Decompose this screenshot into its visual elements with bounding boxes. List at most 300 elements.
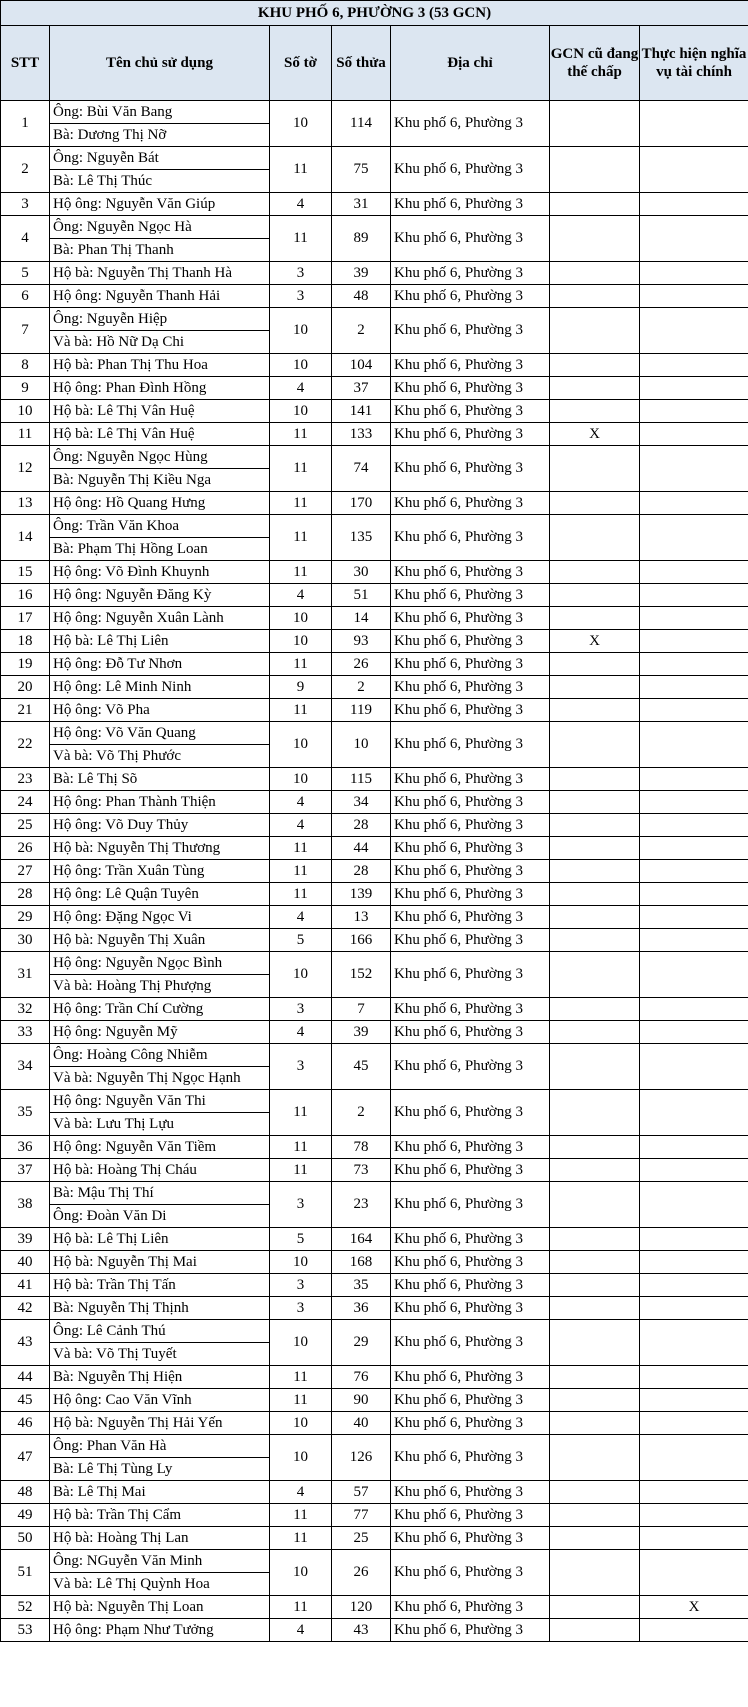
cell-address: Khu phố 6, Phường 3 [391, 262, 550, 285]
table-row [1, 1021, 748, 1044]
cell-parcel: 31 [332, 193, 391, 216]
cell-sheet: 4 [270, 814, 332, 837]
cell-address: Khu phố 6, Phường 3 [391, 1274, 550, 1297]
cell-address: Khu phố 6, Phường 3 [391, 101, 550, 147]
cell-finance [640, 1251, 748, 1274]
cell-owner [50, 630, 270, 653]
cell-parcel: 2 [332, 676, 391, 699]
table-body [1, 101, 748, 1642]
cell-address: Khu phố 6, Phường 3 [391, 1389, 550, 1412]
table-row [1, 193, 748, 216]
cell-address: Khu phố 6, Phường 3 [391, 1596, 550, 1619]
cell-address: Khu phố 6, Phường 3 [391, 814, 550, 837]
owner-name: Và bà: Lưu Thị Lựu [50, 1112, 269, 1135]
owner-name: Ông: Lê Cảnh Thú [53, 1323, 166, 1339]
cell-owner [50, 308, 270, 354]
cell-stt: 37 [1, 1159, 50, 1182]
cell-finance [640, 492, 748, 515]
cell-sheet: 3 [270, 998, 332, 1021]
cell-finance [640, 285, 748, 308]
cell-mortgage [550, 147, 640, 193]
cell-finance [640, 860, 748, 883]
cell-parcel: 75 [332, 147, 391, 193]
table-row [1, 883, 748, 906]
owner-name: Ông: Bùi Văn Bang [53, 104, 173, 120]
cell-mortgage [550, 1619, 640, 1642]
cell-owner [50, 1159, 270, 1182]
cell-parcel: 48 [332, 285, 391, 308]
cell-parcel: 23 [332, 1182, 391, 1228]
cell-address: Khu phố 6, Phường 3 [391, 1297, 550, 1320]
cell-finance [640, 193, 748, 216]
cell-parcel: 133 [332, 423, 391, 446]
cell-stt: 33 [1, 1021, 50, 1044]
cell-sheet: 3 [270, 1044, 332, 1090]
cell-address: Khu phố 6, Phường 3 [391, 1619, 550, 1642]
cell-stt: 48 [1, 1481, 50, 1504]
cell-parcel: 168 [332, 1251, 391, 1274]
table-row [1, 1619, 748, 1642]
cell-owner [50, 423, 270, 446]
cell-finance [640, 1159, 748, 1182]
cell-owner [50, 722, 270, 768]
cell-address: Khu phố 6, Phường 3 [391, 377, 550, 400]
cell-finance [640, 1136, 748, 1159]
cell-parcel: 36 [332, 1297, 391, 1320]
cell-stt: 30 [1, 929, 50, 952]
cell-address: Khu phố 6, Phường 3 [391, 699, 550, 722]
owner-name: Hộ bà: Nguyễn Thị Mai [53, 1254, 197, 1270]
cell-finance [640, 952, 748, 998]
cell-mortgage [550, 561, 640, 584]
cell-parcel: 37 [332, 377, 391, 400]
table-row [1, 1274, 748, 1297]
cell-address: Khu phố 6, Phường 3 [391, 1044, 550, 1090]
cell-mortgage [550, 1550, 640, 1596]
cell-stt: 5 [1, 262, 50, 285]
cell-parcel: 114 [332, 101, 391, 147]
cell-address: Khu phố 6, Phường 3 [391, 630, 550, 653]
cell-owner [50, 1297, 270, 1320]
header-stt: STT [1, 26, 50, 101]
cell-mortgage [550, 1136, 640, 1159]
cell-finance [640, 653, 748, 676]
cell-mortgage [550, 1274, 640, 1297]
cell-sheet: 4 [270, 1481, 332, 1504]
owner-name: Hộ ông: Võ Pha [53, 702, 150, 718]
cell-mortgage [550, 1251, 640, 1274]
cell-parcel: 39 [332, 1021, 391, 1044]
table-row [1, 584, 748, 607]
cell-stt: 39 [1, 1228, 50, 1251]
header-parcel: Số thửa [332, 26, 391, 101]
owner-name: Ông: Nguyễn Ngọc Hà [53, 219, 192, 235]
cell-parcel: 104 [332, 354, 391, 377]
cell-finance [640, 1297, 748, 1320]
cell-finance [640, 1435, 748, 1481]
cell-finance [640, 607, 748, 630]
owner-name: Hộ bà: Lê Thị Liên [53, 633, 169, 649]
cell-finance [640, 216, 748, 262]
cell-sheet: 11 [270, 423, 332, 446]
owner-name: Ông: Hoàng Công Nhiễm [53, 1047, 208, 1063]
owner-name: Hộ ông: Đặng Ngọc Vi [53, 909, 192, 925]
cell-mortgage [550, 768, 640, 791]
cell-owner [50, 1527, 270, 1550]
header-owner: Tên chủ sử dụng [50, 26, 270, 101]
cell-owner [50, 1044, 270, 1090]
owner-name: Bà: Dương Thị Nỡ [50, 123, 269, 146]
cell-stt: 2 [1, 147, 50, 193]
cell-address: Khu phố 6, Phường 3 [391, 285, 550, 308]
owner-name: Ông: Nguyễn Hiệp [53, 311, 168, 327]
owner-name: Và bà: Hồ Nữ Dạ Chi [50, 330, 269, 353]
cell-mortgage [550, 515, 640, 561]
cell-stt: 10 [1, 400, 50, 423]
cell-stt: 49 [1, 1504, 50, 1527]
cell-sheet: 10 [270, 630, 332, 653]
cell-mortgage [550, 1412, 640, 1435]
cell-finance [640, 1412, 748, 1435]
cell-stt: 23 [1, 768, 50, 791]
cell-stt: 32 [1, 998, 50, 1021]
cell-mortgage [550, 400, 640, 423]
cell-address: Khu phố 6, Phường 3 [391, 952, 550, 998]
cell-finance [640, 1366, 748, 1389]
cell-sheet: 10 [270, 1320, 332, 1366]
cell-mortgage [550, 1389, 640, 1412]
cell-parcel: 141 [332, 400, 391, 423]
table-row [1, 1297, 748, 1320]
table-row [1, 515, 748, 561]
table-row [1, 1044, 748, 1090]
cell-stt: 44 [1, 1366, 50, 1389]
cell-sheet: 11 [270, 1527, 332, 1550]
cell-mortgage [550, 1596, 640, 1619]
owner-name: Hộ ông: Hồ Quang Hưng [53, 495, 206, 511]
cell-stt: 24 [1, 791, 50, 814]
cell-mortgage [550, 653, 640, 676]
table-row [1, 1389, 748, 1412]
cell-finance [640, 1527, 748, 1550]
owner-name: Bà: Lê Thị Thúc [50, 169, 269, 192]
owner-name: Hộ ông: Võ Duy Thủy [53, 817, 189, 833]
cell-sheet: 10 [270, 101, 332, 147]
cell-parcel: 30 [332, 561, 391, 584]
cell-stt: 41 [1, 1274, 50, 1297]
owner-name: Hộ bà: Nguyễn Thị Hải Yến [53, 1415, 223, 1431]
owner-name: Và bà: Võ Thị Phước [50, 744, 269, 767]
owner-name: Hộ ông: Nguyễn Mỹ [53, 1024, 178, 1040]
cell-address: Khu phố 6, Phường 3 [391, 193, 550, 216]
cell-finance [640, 791, 748, 814]
cell-finance [640, 1274, 748, 1297]
cell-finance [640, 1090, 748, 1136]
cell-sheet: 11 [270, 147, 332, 193]
cell-owner [50, 147, 270, 193]
table-row [1, 1159, 748, 1182]
cell-address: Khu phố 6, Phường 3 [391, 860, 550, 883]
cell-owner [50, 561, 270, 584]
cell-mortgage [550, 1481, 640, 1504]
table-row [1, 354, 748, 377]
cell-address: Khu phố 6, Phường 3 [391, 492, 550, 515]
cell-finance [640, 400, 748, 423]
cell-mortgage: X [550, 423, 640, 446]
table-row [1, 906, 748, 929]
cell-address: Khu phố 6, Phường 3 [391, 1481, 550, 1504]
cell-address: Khu phố 6, Phường 3 [391, 1320, 550, 1366]
cell-owner [50, 101, 270, 147]
cell-sheet: 11 [270, 216, 332, 262]
cell-parcel: 120 [332, 1596, 391, 1619]
owner-name: Hộ ông: Lê Minh Ninh [53, 679, 192, 695]
cell-address: Khu phố 6, Phường 3 [391, 791, 550, 814]
owner-name: Hộ ông: Phan Thành Thiện [53, 794, 216, 810]
cell-parcel: 13 [332, 906, 391, 929]
cell-address: Khu phố 6, Phường 3 [391, 906, 550, 929]
owner-name: Hộ ông: Nguyễn Thanh Hải [53, 288, 221, 304]
owner-name: Hộ bà: Nguyễn Thị Thương [53, 840, 221, 856]
cell-mortgage [550, 492, 640, 515]
cell-finance [640, 837, 748, 860]
cell-stt: 45 [1, 1389, 50, 1412]
owner-name: Hộ bà: Lê Thị Vân Huệ [53, 403, 195, 419]
cell-mortgage [550, 860, 640, 883]
owner-name: Hộ bà: Nguyễn Thị Thanh Hà [53, 265, 232, 281]
owner-name: Hộ bà: Hoàng Thị Lan [53, 1530, 189, 1546]
owner-name: Ông: Nguyễn Ngọc Hùng [53, 449, 208, 465]
cell-address: Khu phố 6, Phường 3 [391, 929, 550, 952]
cell-stt: 36 [1, 1136, 50, 1159]
cell-owner [50, 377, 270, 400]
cell-address: Khu phố 6, Phường 3 [391, 423, 550, 446]
cell-parcel: 40 [332, 1412, 391, 1435]
cell-mortgage [550, 446, 640, 492]
cell-owner [50, 952, 270, 998]
cell-address: Khu phố 6, Phường 3 [391, 400, 550, 423]
cell-owner [50, 446, 270, 492]
cell-mortgage [550, 1090, 640, 1136]
cell-parcel: 2 [332, 1090, 391, 1136]
cell-mortgage: X [550, 630, 640, 653]
owner-name: Hộ ông: Nguyễn Văn Giúp [53, 196, 216, 212]
cell-sheet: 4 [270, 906, 332, 929]
cell-owner [50, 1274, 270, 1297]
owner-name: Ông: NGuyễn Văn Minh [53, 1553, 203, 1569]
cell-parcel: 76 [332, 1366, 391, 1389]
cell-mortgage [550, 699, 640, 722]
cell-owner [50, 1504, 270, 1527]
cell-finance [640, 584, 748, 607]
table-row [1, 860, 748, 883]
cell-sheet: 11 [270, 1596, 332, 1619]
table-row [1, 1320, 748, 1366]
cell-stt: 7 [1, 308, 50, 354]
cell-parcel: 78 [332, 1136, 391, 1159]
cell-mortgage [550, 1320, 640, 1366]
owner-name: Bà: Phan Thị Thanh [50, 238, 269, 261]
cell-mortgage [550, 1228, 640, 1251]
cell-parcel: 44 [332, 837, 391, 860]
cell-address: Khu phố 6, Phường 3 [391, 1527, 550, 1550]
cell-stt: 26 [1, 837, 50, 860]
cell-finance [640, 561, 748, 584]
table-row [1, 1527, 748, 1550]
cell-owner [50, 400, 270, 423]
cell-owner [50, 354, 270, 377]
cell-sheet: 10 [270, 308, 332, 354]
table-row [1, 1251, 748, 1274]
cell-sheet: 3 [270, 285, 332, 308]
owner-name: Ông: Trần Văn Khoa [53, 518, 179, 534]
cell-address: Khu phố 6, Phường 3 [391, 1182, 550, 1228]
table-title: KHU PHỐ 6, PHƯỜNG 3 (53 GCN) [1, 1, 748, 26]
owner-name: Bà: Nguyễn Thị Kiều Nga [50, 468, 269, 491]
cell-finance [640, 906, 748, 929]
cell-sheet: 4 [270, 193, 332, 216]
cell-owner [50, 1550, 270, 1596]
cell-address: Khu phố 6, Phường 3 [391, 1136, 550, 1159]
cell-mortgage [550, 837, 640, 860]
owner-name: Và bà: Võ Thị Tuyết [50, 1342, 269, 1365]
cell-stt: 47 [1, 1435, 50, 1481]
owner-name: Hộ ông: Nguyễn Văn Tiềm [53, 1139, 217, 1155]
cell-stt: 38 [1, 1182, 50, 1228]
cell-finance [640, 630, 748, 653]
cell-address: Khu phố 6, Phường 3 [391, 584, 550, 607]
cell-sheet: 11 [270, 1504, 332, 1527]
cell-address: Khu phố 6, Phường 3 [391, 722, 550, 768]
cell-owner [50, 1619, 270, 1642]
table-row [1, 722, 748, 768]
cell-mortgage [550, 216, 640, 262]
cell-owner [50, 262, 270, 285]
cell-mortgage [550, 814, 640, 837]
cell-sheet: 11 [270, 1090, 332, 1136]
cell-finance [640, 1504, 748, 1527]
cell-finance [640, 1182, 748, 1228]
cell-stt: 40 [1, 1251, 50, 1274]
cell-stt: 35 [1, 1090, 50, 1136]
cell-finance [640, 814, 748, 837]
cell-finance [640, 1619, 748, 1642]
cell-address: Khu phố 6, Phường 3 [391, 147, 550, 193]
cell-parcel: 14 [332, 607, 391, 630]
cell-address: Khu phố 6, Phường 3 [391, 1412, 550, 1435]
owner-name: Hộ bà: Lê Thị Liên [53, 1231, 169, 1247]
cell-mortgage [550, 193, 640, 216]
cell-sheet: 10 [270, 607, 332, 630]
cell-parcel: 35 [332, 1274, 391, 1297]
owner-name: Bà: Nguyễn Thị Thịnh [53, 1300, 189, 1316]
owner-name: Và bà: Hoàng Thị Phượng [50, 974, 269, 997]
cell-owner [50, 515, 270, 561]
table-row [1, 699, 748, 722]
cell-parcel: 7 [332, 998, 391, 1021]
cell-stt: 19 [1, 653, 50, 676]
cell-sheet: 10 [270, 1435, 332, 1481]
owner-name: Hộ bà: Trần Thị Tấn [53, 1277, 176, 1293]
cell-sheet: 10 [270, 768, 332, 791]
cell-mortgage [550, 1504, 640, 1527]
cell-mortgage [550, 676, 640, 699]
cell-parcel: 28 [332, 860, 391, 883]
cell-stt: 16 [1, 584, 50, 607]
cell-finance [640, 446, 748, 492]
cell-mortgage [550, 1044, 640, 1090]
cell-mortgage [550, 584, 640, 607]
cell-address: Khu phố 6, Phường 3 [391, 1159, 550, 1182]
cell-owner [50, 768, 270, 791]
cell-address: Khu phố 6, Phường 3 [391, 837, 550, 860]
table-row [1, 262, 748, 285]
cell-owner [50, 676, 270, 699]
table-row [1, 1412, 748, 1435]
cell-parcel: 26 [332, 653, 391, 676]
cell-owner [50, 193, 270, 216]
cell-finance [640, 676, 748, 699]
cell-finance [640, 515, 748, 561]
owner-name: Bà: Lê Thị Mai [53, 1484, 146, 1500]
cell-finance [640, 883, 748, 906]
cell-parcel: 28 [332, 814, 391, 837]
cell-stt: 28 [1, 883, 50, 906]
cell-sheet: 4 [270, 1619, 332, 1642]
cell-sheet: 10 [270, 354, 332, 377]
owner-name: Hộ ông: Phan Đình Hồng [53, 380, 207, 396]
table-row [1, 814, 748, 837]
cell-sheet: 11 [270, 1366, 332, 1389]
owner-name: Hộ ông: Võ Đình Khuynh [53, 564, 210, 580]
cell-sheet: 4 [270, 377, 332, 400]
cell-owner [50, 1228, 270, 1251]
cell-owner [50, 1136, 270, 1159]
table-row [1, 768, 748, 791]
cell-stt: 13 [1, 492, 50, 515]
cell-owner [50, 1182, 270, 1228]
cell-finance [640, 1320, 748, 1366]
table-row [1, 446, 748, 492]
cell-sheet: 10 [270, 952, 332, 998]
table-row [1, 1228, 748, 1251]
cell-stt: 12 [1, 446, 50, 492]
owner-name: Hộ bà: Nguyễn Thị Xuân [53, 932, 206, 948]
cell-parcel: 152 [332, 952, 391, 998]
cell-stt: 20 [1, 676, 50, 699]
cell-address: Khu phố 6, Phường 3 [391, 883, 550, 906]
cell-address: Khu phố 6, Phường 3 [391, 1366, 550, 1389]
table-row [1, 147, 748, 193]
cell-address: Khu phố 6, Phường 3 [391, 1251, 550, 1274]
owner-name: Ông: Phan Văn Hà [53, 1438, 167, 1454]
owner-name: Ông: Đoàn Văn Di [50, 1204, 269, 1227]
owner-name: Hộ ông: Nguyễn Văn Thi [53, 1093, 206, 1109]
owner-name: Bà: Lê Thị Sõ [53, 771, 138, 787]
owner-name: Hộ ông: Đỗ Tư Nhơn [53, 656, 183, 672]
cell-mortgage [550, 1021, 640, 1044]
table-row [1, 1090, 748, 1136]
cell-sheet: 10 [270, 400, 332, 423]
cell-stt: 14 [1, 515, 50, 561]
cell-sheet: 4 [270, 584, 332, 607]
cell-parcel: 77 [332, 1504, 391, 1527]
owner-name: Hộ ông: Trần Xuân Tùng [53, 863, 205, 879]
owner-name: Hộ bà: Hoàng Thị Cháu [53, 1162, 197, 1178]
cell-owner [50, 1021, 270, 1044]
cell-stt: 18 [1, 630, 50, 653]
cell-mortgage [550, 1435, 640, 1481]
